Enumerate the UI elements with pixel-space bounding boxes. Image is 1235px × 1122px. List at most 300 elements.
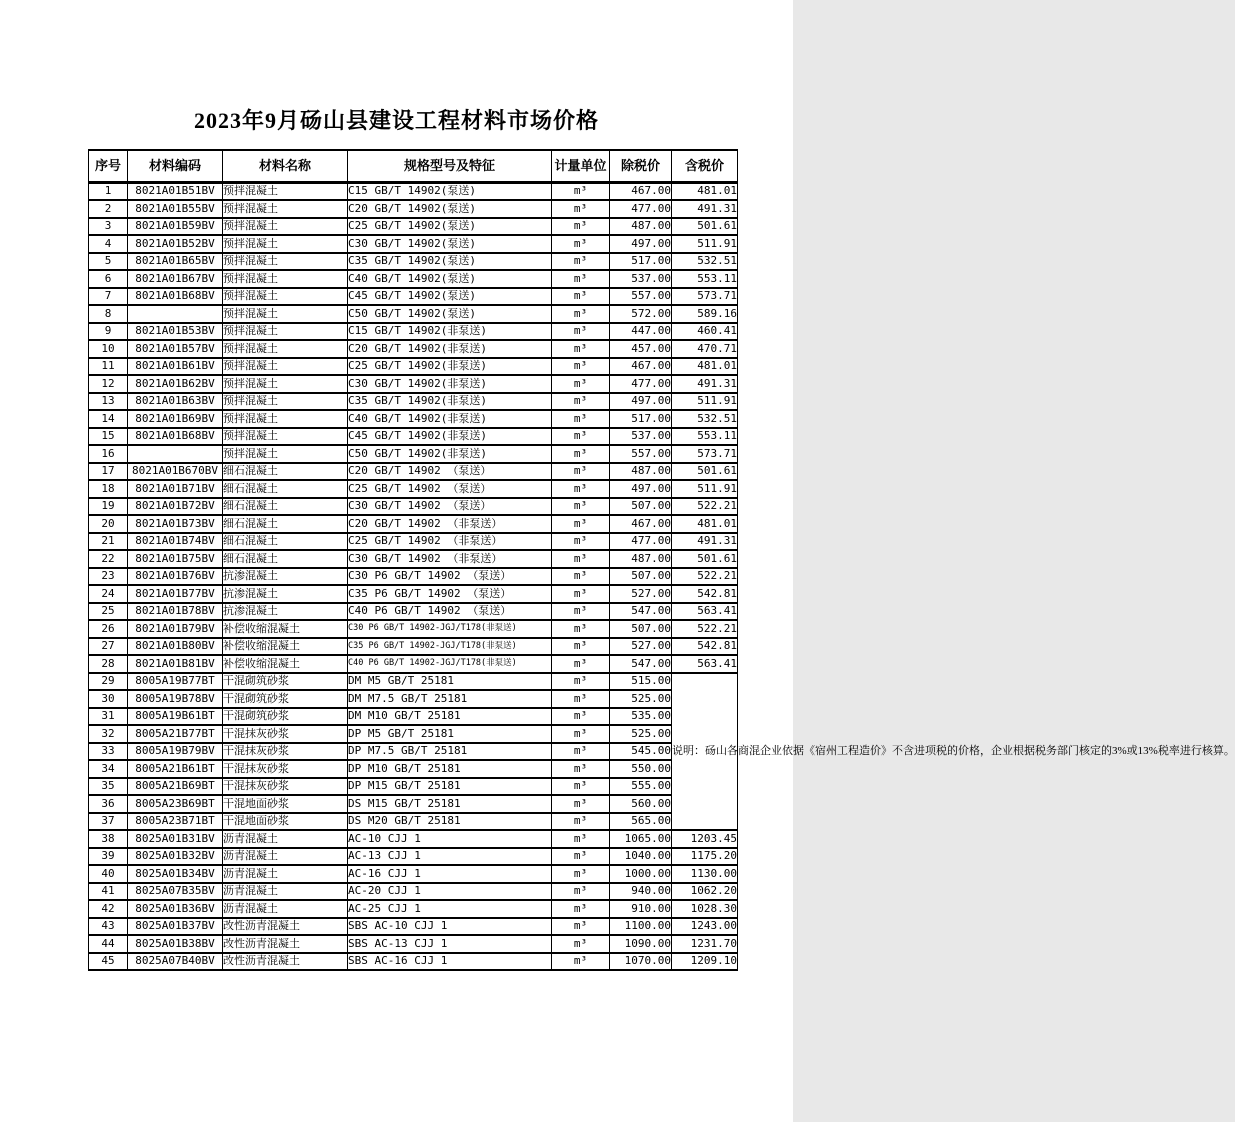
cell-ex: 467.00 xyxy=(610,515,672,533)
table-row xyxy=(89,323,738,341)
cell-no: 14 xyxy=(89,410,128,428)
cell-name: 细石混凝土 xyxy=(223,498,348,516)
cell-name: 细石混凝土 xyxy=(223,515,348,533)
cell-inc: 511.91 xyxy=(672,480,738,498)
cell-unit: m³ xyxy=(552,183,610,201)
cell-no: 37 xyxy=(89,813,128,831)
cell-name: 预拌混凝土 xyxy=(223,183,348,201)
cell-unit: m³ xyxy=(552,620,610,638)
column-header-spec: 规格型号及特征 xyxy=(348,150,552,183)
cell-code: 8021A01B61BV xyxy=(128,358,223,376)
cell-unit: m³ xyxy=(552,778,610,796)
cell-ex: 547.00 xyxy=(610,603,672,621)
cell-name: 补偿收缩混凝土 xyxy=(223,620,348,638)
table-row xyxy=(89,305,738,323)
cell-no: 43 xyxy=(89,918,128,936)
cell-code xyxy=(128,305,223,323)
cell-no: 25 xyxy=(89,603,128,621)
cell-no: 20 xyxy=(89,515,128,533)
cell-unit: m³ xyxy=(552,235,610,253)
cell-name: 干混抹灰砂浆 xyxy=(223,760,348,778)
table-row xyxy=(89,848,738,866)
table-row xyxy=(89,620,738,638)
cell-no: 36 xyxy=(89,795,128,813)
cell-code: 8025A01B37BV xyxy=(128,918,223,936)
cell-code: 8021A01B78BV xyxy=(128,603,223,621)
table-row xyxy=(89,725,738,743)
cell-unit: m³ xyxy=(552,865,610,883)
cell-ex: 940.00 xyxy=(610,883,672,901)
cell-ex: 525.00 xyxy=(610,690,672,708)
column-header-no: 序号 xyxy=(89,150,128,183)
cell-inc: 573.71 xyxy=(672,288,738,306)
cell-name: 改性沥青混凝土 xyxy=(223,918,348,936)
cell-spec: C40 GB/T 14902(非泵送) xyxy=(348,410,552,428)
cell-inc: 589.16 xyxy=(672,305,738,323)
cell-code: 8005A23B71BT xyxy=(128,813,223,831)
cell-inc: 501.61 xyxy=(672,463,738,481)
cell-no: 45 xyxy=(89,953,128,971)
cell-ex: 557.00 xyxy=(610,288,672,306)
cell-unit: m³ xyxy=(552,690,610,708)
cell-ex: 507.00 xyxy=(610,498,672,516)
cell-no: 9 xyxy=(89,323,128,341)
cell-unit: m³ xyxy=(552,218,610,236)
cell-unit: m³ xyxy=(552,515,610,533)
table-row xyxy=(89,183,738,201)
cell-inc: 532.51 xyxy=(672,253,738,271)
cell-code: 8005A19B77BT xyxy=(128,673,223,691)
cell-code: 8025A01B36BV xyxy=(128,900,223,918)
cell-unit: m³ xyxy=(552,323,610,341)
cell-unit: m³ xyxy=(552,830,610,848)
cell-unit: m³ xyxy=(552,375,610,393)
table-row xyxy=(89,900,738,918)
cell-ex: 545.00 xyxy=(610,743,672,761)
table-row xyxy=(89,830,738,848)
table-row xyxy=(89,235,738,253)
cell-unit: m³ xyxy=(552,358,610,376)
cell-ex: 1100.00 xyxy=(610,918,672,936)
cell-no: 23 xyxy=(89,568,128,586)
cell-spec: SBS AC-13 CJJ 1 xyxy=(348,935,552,953)
cell-no: 12 xyxy=(89,375,128,393)
cell-unit: m³ xyxy=(552,428,610,446)
cell-ex: 525.00 xyxy=(610,725,672,743)
cell-code xyxy=(128,445,223,463)
cell-inc: 460.41 xyxy=(672,323,738,341)
cell-code: 8025A07B35BV xyxy=(128,883,223,901)
cell-code: 8021A01B71BV xyxy=(128,480,223,498)
cell-inc: 542.81 xyxy=(672,585,738,603)
table-row xyxy=(89,743,738,761)
table-header-row xyxy=(89,150,738,183)
cell-ex: 497.00 xyxy=(610,393,672,411)
cell-code: 8021A01B68BV xyxy=(128,288,223,306)
column-header-unit: 计量单位 xyxy=(552,150,610,183)
cell-name: 补偿收缩混凝土 xyxy=(223,638,348,656)
cell-name: 干混抹灰砂浆 xyxy=(223,743,348,761)
cell-no: 31 xyxy=(89,708,128,726)
cell-no: 18 xyxy=(89,480,128,498)
cell-spec: C25 GB/T 14902 （泵送） xyxy=(348,480,552,498)
cell-code: 8021A01B76BV xyxy=(128,568,223,586)
cell-code: 8025A01B34BV xyxy=(128,865,223,883)
cell-name: 预拌混凝土 xyxy=(223,200,348,218)
table-row xyxy=(89,953,738,971)
cell-spec: AC-13 CJJ 1 xyxy=(348,848,552,866)
cell-name: 预拌混凝土 xyxy=(223,305,348,323)
cell-inc: 501.61 xyxy=(672,550,738,568)
cell-inc: 511.91 xyxy=(672,235,738,253)
cell-spec: C25 GB/T 14902(非泵送) xyxy=(348,358,552,376)
cell-name: 沥青混凝土 xyxy=(223,900,348,918)
cell-spec: AC-25 CJJ 1 xyxy=(348,900,552,918)
cell-ex: 517.00 xyxy=(610,253,672,271)
cell-ex: 487.00 xyxy=(610,550,672,568)
cell-name: 预拌混凝土 xyxy=(223,323,348,341)
cell-spec: C40 GB/T 14902(泵送) xyxy=(348,270,552,288)
cell-inc: 522.21 xyxy=(672,568,738,586)
cell-code: 8021A01B57BV xyxy=(128,340,223,358)
cell-spec: C50 GB/T 14902(非泵送) xyxy=(348,445,552,463)
cell-inc: 542.81 xyxy=(672,638,738,656)
cell-ex: 527.00 xyxy=(610,585,672,603)
cell-unit: m³ xyxy=(552,638,610,656)
cell-ex: 477.00 xyxy=(610,200,672,218)
cell-no: 35 xyxy=(89,778,128,796)
cell-spec: C35 GB/T 14902(泵送) xyxy=(348,253,552,271)
cell-spec: DS M20 GB/T 25181 xyxy=(348,813,552,831)
cell-ex: 550.00 xyxy=(610,760,672,778)
cell-code: 8005A21B77BT xyxy=(128,725,223,743)
cell-spec: AC-10 CJJ 1 xyxy=(348,830,552,848)
cell-unit: m³ xyxy=(552,480,610,498)
cell-name: 沥青混凝土 xyxy=(223,848,348,866)
cell-no: 8 xyxy=(89,305,128,323)
cell-inc: 1175.20 xyxy=(672,848,738,866)
cell-spec: C30 P6 GB/T 14902 （泵送） xyxy=(348,568,552,586)
table-row xyxy=(89,865,738,883)
table-row xyxy=(89,883,738,901)
table-row xyxy=(89,533,738,551)
table-row xyxy=(89,585,738,603)
cell-spec: C25 GB/T 14902 （非泵送） xyxy=(348,533,552,551)
cell-ex: 477.00 xyxy=(610,533,672,551)
cell-spec: C30 GB/T 14902(非泵送) xyxy=(348,375,552,393)
cell-no: 7 xyxy=(89,288,128,306)
cell-name: 预拌混凝土 xyxy=(223,253,348,271)
cell-unit: m³ xyxy=(552,725,610,743)
cell-no: 5 xyxy=(89,253,128,271)
cell-name: 细石混凝土 xyxy=(223,550,348,568)
cell-ex: 467.00 xyxy=(610,358,672,376)
cell-name: 沥青混凝土 xyxy=(223,865,348,883)
cell-spec: DM M7.5 GB/T 25181 xyxy=(348,690,552,708)
cell-inc: 532.51 xyxy=(672,410,738,428)
cell-code: 8021A01B67BV xyxy=(128,270,223,288)
cell-name: 沥青混凝土 xyxy=(223,883,348,901)
cell-no: 1 xyxy=(89,183,128,201)
cell-no: 19 xyxy=(89,498,128,516)
cell-ex: 467.00 xyxy=(610,183,672,201)
cell-code: 8021A01B72BV xyxy=(128,498,223,516)
cell-name: 干混砌筑砂浆 xyxy=(223,673,348,691)
cell-ex: 477.00 xyxy=(610,375,672,393)
cell-name: 细石混凝土 xyxy=(223,480,348,498)
table-row xyxy=(89,410,738,428)
cell-ex: 1065.00 xyxy=(610,830,672,848)
cell-ex: 572.00 xyxy=(610,305,672,323)
cell-unit: m³ xyxy=(552,288,610,306)
cell-inc: 1062.20 xyxy=(672,883,738,901)
cell-no: 4 xyxy=(89,235,128,253)
cell-name: 细石混凝土 xyxy=(223,533,348,551)
cell-ex: 547.00 xyxy=(610,655,672,673)
cell-spec: DS M15 GB/T 25181 xyxy=(348,795,552,813)
cell-spec: C35 P6 GB/T 14902-JGJ/T178(非泵送) xyxy=(348,638,552,656)
cell-unit: m³ xyxy=(552,498,610,516)
cell-no: 15 xyxy=(89,428,128,446)
cell-name: 改性沥青混凝土 xyxy=(223,953,348,971)
cell-name: 改性沥青混凝土 xyxy=(223,935,348,953)
cell-inc: 522.21 xyxy=(672,498,738,516)
cell-unit: m³ xyxy=(552,918,610,936)
table-row xyxy=(89,778,738,796)
cell-unit: m³ xyxy=(552,673,610,691)
cell-no: 34 xyxy=(89,760,128,778)
page-title: 2023年9月砀山县建设工程材料市场价格 xyxy=(193,108,599,133)
table-row xyxy=(89,358,738,376)
cell-no: 24 xyxy=(89,585,128,603)
table-row xyxy=(89,340,738,358)
cell-code: 8021A01B75BV xyxy=(128,550,223,568)
cell-name: 预拌混凝土 xyxy=(223,445,348,463)
cell-code: 8025A01B38BV xyxy=(128,935,223,953)
cell-no: 30 xyxy=(89,690,128,708)
cell-unit: m³ xyxy=(552,760,610,778)
cell-unit: m³ xyxy=(552,340,610,358)
cell-inc: 553.11 xyxy=(672,428,738,446)
cell-no: 21 xyxy=(89,533,128,551)
cell-unit: m³ xyxy=(552,550,610,568)
cell-code: 8021A01B52BV xyxy=(128,235,223,253)
cell-unit: m³ xyxy=(552,900,610,918)
cell-inc: 1231.70 xyxy=(672,935,738,953)
cell-code: 8021A01B59BV xyxy=(128,218,223,236)
cell-no: 33 xyxy=(89,743,128,761)
cell-name: 预拌混凝土 xyxy=(223,218,348,236)
cell-spec: C30 GB/T 14902 （非泵送） xyxy=(348,550,552,568)
cell-no: 28 xyxy=(89,655,128,673)
cell-ex: 910.00 xyxy=(610,900,672,918)
cell-no: 6 xyxy=(89,270,128,288)
cell-no: 11 xyxy=(89,358,128,376)
cell-ex: 457.00 xyxy=(610,340,672,358)
table-row xyxy=(89,708,738,726)
cell-code: 8005A19B61BT xyxy=(128,708,223,726)
cell-name: 预拌混凝土 xyxy=(223,375,348,393)
cell-code: 8025A01B32BV xyxy=(128,848,223,866)
table-row xyxy=(89,253,738,271)
cell-no: 27 xyxy=(89,638,128,656)
cell-spec: C35 GB/T 14902(非泵送) xyxy=(348,393,552,411)
cell-spec: C45 GB/T 14902(泵送) xyxy=(348,288,552,306)
cell-name: 干混砌筑砂浆 xyxy=(223,690,348,708)
cell-name: 预拌混凝土 xyxy=(223,393,348,411)
cell-ex: 557.00 xyxy=(610,445,672,463)
cell-name: 细石混凝土 xyxy=(223,463,348,481)
cell-spec: C50 GB/T 14902(泵送) xyxy=(348,305,552,323)
table-row xyxy=(89,655,738,673)
cell-spec: AC-20 CJJ 1 xyxy=(348,883,552,901)
cell-unit: m³ xyxy=(552,743,610,761)
cell-code: 8021A01B63BV xyxy=(128,393,223,411)
cell-inc: 481.01 xyxy=(672,515,738,533)
column-header-code: 材料编码 xyxy=(128,150,223,183)
cell-ex: 507.00 xyxy=(610,620,672,638)
cell-inc: 522.21 xyxy=(672,620,738,638)
cell-unit: m³ xyxy=(552,410,610,428)
table-row xyxy=(89,568,738,586)
cell-code: 8005A21B69BT xyxy=(128,778,223,796)
cell-ex: 1090.00 xyxy=(610,935,672,953)
cell-spec: C20 GB/T 14902 （非泵送） xyxy=(348,515,552,533)
cell-inc: 491.31 xyxy=(672,375,738,393)
cell-ex: 487.00 xyxy=(610,218,672,236)
cell-code: 8021A01B51BV xyxy=(128,183,223,201)
cell-inc: 1028.30 xyxy=(672,900,738,918)
cell-unit: m³ xyxy=(552,270,610,288)
cell-unit: m³ xyxy=(552,200,610,218)
cell-spec: C30 P6 GB/T 14902-JGJ/T178(非泵送) xyxy=(348,620,552,638)
table-row xyxy=(89,813,738,831)
cell-name: 抗渗混凝土 xyxy=(223,585,348,603)
cell-code: 8021A01B80BV xyxy=(128,638,223,656)
cell-no: 40 xyxy=(89,865,128,883)
cell-ex: 565.00 xyxy=(610,813,672,831)
cell-code: 8025A01B31BV xyxy=(128,830,223,848)
cell-no: 41 xyxy=(89,883,128,901)
cell-code: 8021A01B670BV xyxy=(128,463,223,481)
cell-no: 39 xyxy=(89,848,128,866)
cell-no: 16 xyxy=(89,445,128,463)
cell-unit: m³ xyxy=(552,883,610,901)
cell-spec: C40 P6 GB/T 14902-JGJ/T178(非泵送) xyxy=(348,655,552,673)
cell-name: 预拌混凝土 xyxy=(223,235,348,253)
cell-code: 8005A21B61BT xyxy=(128,760,223,778)
cell-unit: m³ xyxy=(552,935,610,953)
cell-ex: 1000.00 xyxy=(610,865,672,883)
cell-unit: m³ xyxy=(552,848,610,866)
table-row xyxy=(89,498,738,516)
cell-no: 22 xyxy=(89,550,128,568)
cell-ex: 497.00 xyxy=(610,235,672,253)
cell-spec: C30 GB/T 14902(泵送) xyxy=(348,235,552,253)
cell-inc: 470.71 xyxy=(672,340,738,358)
cell-name: 干混地面砂浆 xyxy=(223,795,348,813)
cell-inc: 563.41 xyxy=(672,655,738,673)
cell-name: 补偿收缩混凝土 xyxy=(223,655,348,673)
cell-unit: m³ xyxy=(552,795,610,813)
cell-spec: C45 GB/T 14902(非泵送) xyxy=(348,428,552,446)
table-row xyxy=(89,603,738,621)
cell-name: 干混抹灰砂浆 xyxy=(223,778,348,796)
cell-ex: 537.00 xyxy=(610,428,672,446)
cell-spec: SBS AC-10 CJJ 1 xyxy=(348,918,552,936)
table-row xyxy=(89,288,738,306)
cell-spec: C15 GB/T 14902(非泵送) xyxy=(348,323,552,341)
table-row xyxy=(89,393,738,411)
cell-inc: 563.41 xyxy=(672,603,738,621)
cell-name: 抗渗混凝土 xyxy=(223,568,348,586)
table-row xyxy=(89,375,738,393)
cell-no: 38 xyxy=(89,830,128,848)
cell-spec: C20 GB/T 14902(非泵送) xyxy=(348,340,552,358)
table-row xyxy=(89,515,738,533)
cell-spec: C35 P6 GB/T 14902 （泵送） xyxy=(348,585,552,603)
column-header-price-extax: 除税价 xyxy=(610,150,672,183)
cell-name: 预拌混凝土 xyxy=(223,270,348,288)
cell-code: 8021A01B53BV xyxy=(128,323,223,341)
cell-ex: 497.00 xyxy=(610,480,672,498)
cell-ex: 527.00 xyxy=(610,638,672,656)
cell-ex: 537.00 xyxy=(610,270,672,288)
cell-unit: m³ xyxy=(552,603,610,621)
cell-code: 8021A01B55BV xyxy=(128,200,223,218)
cell-code: 8021A01B77BV xyxy=(128,585,223,603)
cell-spec: C20 GB/T 14902(泵送) xyxy=(348,200,552,218)
cell-code: 8021A01B69BV xyxy=(128,410,223,428)
cell-ex: 555.00 xyxy=(610,778,672,796)
cell-inc: 501.61 xyxy=(672,218,738,236)
cell-spec: DM M10 GB/T 25181 xyxy=(348,708,552,726)
cell-code: 8005A23B69BT xyxy=(128,795,223,813)
cell-ex: 535.00 xyxy=(610,708,672,726)
column-header-price-inctax: 含税价 xyxy=(672,150,738,183)
cell-spec: DP M7.5 GB/T 25181 xyxy=(348,743,552,761)
cell-spec: C20 GB/T 14902 （泵送） xyxy=(348,463,552,481)
cell-ex: 517.00 xyxy=(610,410,672,428)
table-row xyxy=(89,550,738,568)
cell-inc: 511.91 xyxy=(672,393,738,411)
cell-name: 预拌混凝土 xyxy=(223,428,348,446)
cell-code: 8021A01B74BV xyxy=(128,533,223,551)
cell-code: 8021A01B68BV xyxy=(128,428,223,446)
cell-inc: 1130.00 xyxy=(672,865,738,883)
cell-name: 干混地面砂浆 xyxy=(223,813,348,831)
cell-ex: 447.00 xyxy=(610,323,672,341)
cell-inc: 491.31 xyxy=(672,200,738,218)
table-row xyxy=(89,935,738,953)
table-row xyxy=(89,200,738,218)
cell-code: 8021A01B79BV xyxy=(128,620,223,638)
cell-ex: 487.00 xyxy=(610,463,672,481)
cell-inc: 481.01 xyxy=(672,358,738,376)
cell-no: 26 xyxy=(89,620,128,638)
table-row xyxy=(89,795,738,813)
cell-name: 预拌混凝土 xyxy=(223,358,348,376)
cell-code: 8005A19B78BV xyxy=(128,690,223,708)
tax-note-cell: 说明：砀山各商混企业依据《宿州工程造价》不含进项税的价格，企业根据税务部门核定的3%或13%税率进行核算。 xyxy=(672,673,738,831)
table-row xyxy=(89,463,738,481)
cell-no: 29 xyxy=(89,673,128,691)
table-row xyxy=(89,445,738,463)
table-row xyxy=(89,218,738,236)
price-table xyxy=(88,149,1235,971)
cell-code: 8021A01B73BV xyxy=(128,515,223,533)
cell-ex: 560.00 xyxy=(610,795,672,813)
